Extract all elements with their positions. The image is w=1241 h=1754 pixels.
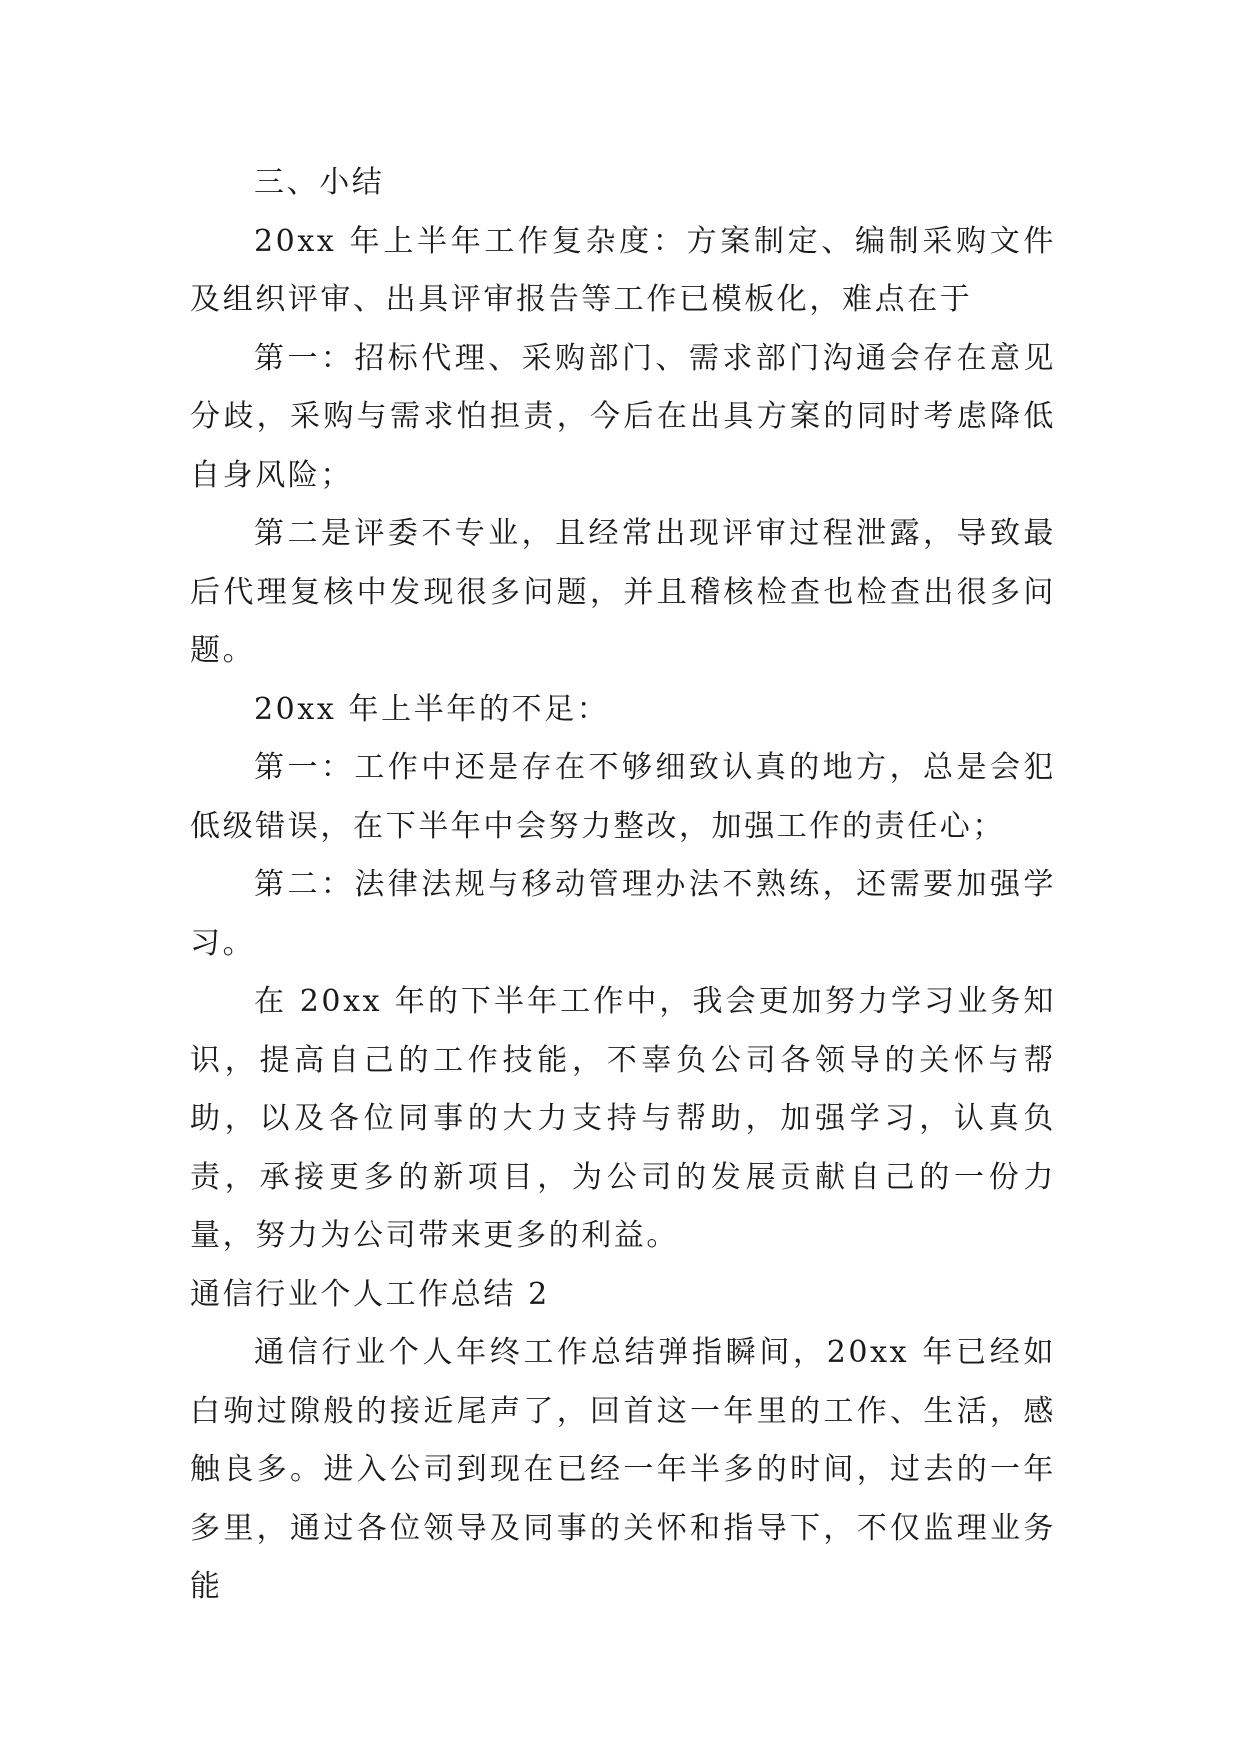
paragraph-shortcoming-first: 第一：工作中还是存在不够细致认真的地方，总是会犯低级错误，在下半年中会努力整改，加强工作的责任心；	[190, 750, 1056, 844]
document-body	[190, 154, 1056, 1617]
article-title-2: 通信行业个人工作总结 2	[190, 1276, 550, 1312]
paragraph-difficulty-first: 第一：招标代理、采购部门、需求部门沟通会存在意见分歧，采购与需求怕担责，今后在出具方案的同时考虑降低自身风险；	[190, 340, 1056, 493]
paragraph-second-half-plan: 在 20xx 年的下半年工作中，我会更加努力学习业务知识，提高自己的工作技能，不辜负公司各领导的关怀与帮助，以及各位同事的大力支持与帮助，加强学习，认真负责，承接更多的新项目，为公司的发展贡献自己的一份力量，努力为公司带来更多的利益。	[190, 984, 1056, 1253]
paragraph-shortcomings-intro: 20xx 年上半年的不足：	[254, 691, 610, 727]
paragraph-difficulty-second: 第二是评委不专业，且经常出现评审过程泄露，导致最后代理复核中发现很多问题，并且稽核检查也检查出很多问题。	[190, 516, 1056, 668]
paragraph-shortcoming-second: 第二：法律法规与移动管理办法不熟练，还需要加强学习。	[190, 867, 1056, 961]
section-heading-summary: 三、小结	[254, 165, 385, 200]
paragraph-year-end-summary: 通信行业个人年终工作总结弹指瞬间，20xx 年已经如白驹过隙般的接近尾声了，回首这一年里的工作、生活，感触良多。进入公司到现在已经一年半多的时间，过去的一年多里，通过各位领导及同事的关怀和指导下，不仅监理业务能	[190, 1335, 1056, 1604]
paragraph-work-complexity: 20xx 年上半年工作复杂度：方案制定、编制采购文件及组织评审、出具评审报告等工作已模板化，难点在于	[190, 223, 1056, 317]
